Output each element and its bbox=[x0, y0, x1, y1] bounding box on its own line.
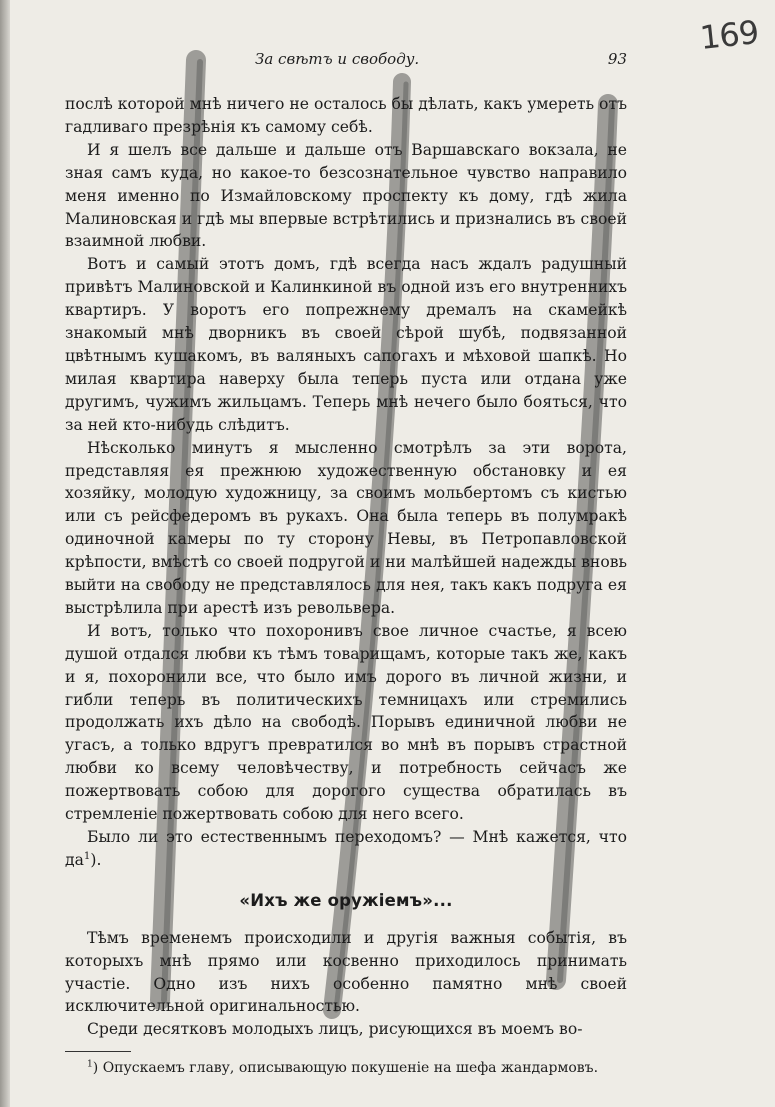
footnote-reference: 1 bbox=[83, 850, 91, 862]
footnote bbox=[65, 1058, 627, 1078]
paragraph: И я шелъ все дальше и дальше отъ Варшавскаго вокзала, не зная самъ куда, но какое-то безсознательное чувство направило меня именно по Измайловскому проспекту къ дому, гдѣ жила Малиновская и гдѣ мы впервые встрѣтились и признались въ своей взаимной любви. bbox=[65, 140, 627, 251]
footnote-text: ) Опускаемъ главу, описывающую покушеніе на шефа жандармовъ. bbox=[92, 1060, 599, 1077]
paragraph: Тѣмъ временемъ происходили и другія важныя событія, въ которыхъ мнѣ прямо или косвенно приходилось принимать участіе. Одно изъ нихъ особенно памятно мнѣ своей исключительной оригинальностью. bbox=[65, 928, 627, 1016]
section-heading: «Ихъ же оружіемъ»... bbox=[239, 890, 453, 910]
paragraph: Вотъ и самый этотъ домъ, гдѣ всегда насъ ждалъ радушный привѣтъ Малиновской и Калинкиной въ одной изъ его внутреннихъ квартиръ. У воротъ его попрежнему дремалъ на скамейкѣ знакомый мнѣ дворникъ въ своей сѣрой шубѣ, подвязанной цвѣтнымъ кушакомъ, въ валяныхъ сапогахъ и мѣховой шапкѣ. Но милая квартира наверху была теперь пуста или отдана уже другимъ, чужимъ жильцамъ. Теперь мнѣ нечего было бояться, что за ней кто-нибудь слѣдитъ. bbox=[65, 255, 627, 434]
paragraph: послѣ которой мнѣ ничего не осталось бы дѣлать, какъ умереть отъ гадливаго презрѣнія къ самому себѣ. bbox=[65, 95, 627, 136]
running-title: За свѣтъ и свободу. bbox=[255, 50, 420, 68]
page-binding-edge bbox=[0, 0, 10, 1107]
page-header bbox=[65, 50, 625, 74]
paragraph: Среди десятковъ молодыхъ лицъ, рисующихся въ моемъ во- bbox=[87, 1020, 583, 1039]
paragraph: И вотъ, только что похоронивъ свое личное счастье, я всею душой отдался любви къ тѣмъ товарищамъ, которые такъ же, какъ и я, похоронили все, что было имъ дорого въ личной жизни, и гибли теперь въ политическихъ темницахъ или стремились продолжать ихъ дѣло на свободѣ. Порывъ единичной любви не угасъ, а только вдругъ превратился во мнѣ въ порывъ страстной любви ко всему человѣчеству, и потребность сейчасъ же пожертвовать собою для дорогого существа обратилась въ стремленіе пожертвовать собою для него всего. bbox=[65, 621, 627, 824]
page-number: 93 bbox=[607, 50, 627, 68]
footnote-divider bbox=[65, 1051, 131, 1052]
handwritten-archive-number: 169 bbox=[698, 13, 760, 57]
main-text bbox=[65, 93, 627, 1078]
paragraph: Нѣсколько минутъ я мысленно смотрѣлъ за эти ворота, представляя ея прежнюю художественную обстановку и ея хозяйку, молодую художницу, за своимъ мольбертомъ съ кистью или съ рейсфедеромъ въ рукахъ. Она была теперь въ полумракѣ одиночной камеры по ту сторону Невы, въ Петропавловской крѣпости, вмѣстѣ со своей подругой и ни малѣйшей надежды вновь выйти на свободу не представлялось для нея, такъ какъ подруга ея выстрѣлила при арестѣ изъ револьвера. bbox=[65, 438, 627, 617]
footnote-marker: 1 bbox=[87, 1059, 93, 1070]
paragraph-with-footnote-ref bbox=[65, 826, 627, 872]
footnote-reference-tail: ). bbox=[90, 850, 102, 869]
paragraph-text: Было ли это естественнымъ переходомъ? — Мнѣ кажется, что да bbox=[65, 828, 627, 869]
